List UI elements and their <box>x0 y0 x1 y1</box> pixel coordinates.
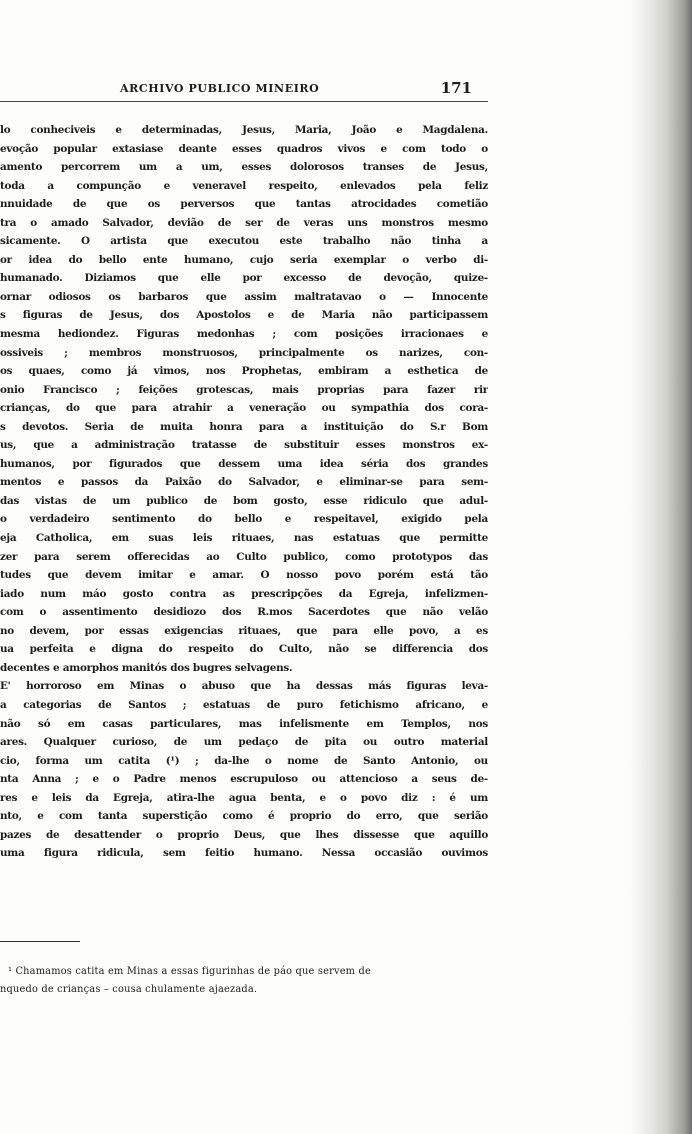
footnotes <box>0 963 488 999</box>
text-line: E' horroroso em Minas o abuso que ha dessas más figuras leva- <box>0 680 488 693</box>
text-line: com o assentimento desidiozo dos R.mos Sacerdotes que não velão <box>0 606 488 619</box>
text-line: a categorias de Santos ; estatuas de puro fetichismo africano, e <box>0 698 488 711</box>
text-line: uma figura ridicula, sem feitio humano. Nessa occasião ouvimos <box>0 847 488 860</box>
text-line: amento percorrem um a um, esses dolorosos transes de Jesus, <box>0 161 488 174</box>
text-line: us, que a administração tratasse de substituir esses monstros ex- <box>0 439 488 452</box>
text-line: ares. Qualquer curioso, de um pedaço de pita ou outro material <box>0 736 488 749</box>
text-line: zer para serem offerecidas ao Culto publico, como prototypos das <box>0 550 488 563</box>
text-line: ua perfeita e digna do respeito do Culto, não se differencia dos <box>0 643 488 656</box>
text-line: nta Anna ; e o Padre menos escrupuloso ou attencioso a seus de- <box>0 773 488 786</box>
text-line: mesma hediondez. Figuras medonhas ; com posições irracionaes e <box>0 328 488 341</box>
text-line: ornar odiosos os barbaros que assim maltratavao o — Innocente <box>0 290 488 303</box>
text-line: o verdadeiro sentimento do bello e respeitavel, exigido pela <box>0 513 488 526</box>
text-line: tra o amado Salvador, devião de ser de veras uns monstros mesmo <box>0 216 488 229</box>
text-line: crianças, do que para atrahir a veneração ou sympathia dos cora- <box>0 402 488 415</box>
text-line: pazes de desattender o proprio Deus, que lhes dissesse que aquillo <box>0 828 488 841</box>
text-line: das vistas de um publico de bom gosto, esse ridiculo que adul- <box>0 494 488 507</box>
text-line: lo conheciveis e determinadas, Jesus, Maria, João e Magdalena. <box>0 124 488 136</box>
journal-title: ARCHIVO PUBLICO MINEIRO <box>120 82 320 95</box>
text-line: sicamente. O artista que executou este trabalho não tinha a <box>0 235 488 248</box>
text-line: humanos, por figurados que dessem uma idea séria dos grandes <box>0 457 488 470</box>
running-header <box>120 79 472 99</box>
body-text <box>0 121 488 863</box>
text-line: nto, e com tanta superstição como é proprio do erro, que serião <box>0 810 488 823</box>
text-line: mentos e passos da Paixão do Salvador, e eliminar-se para sem- <box>0 476 488 489</box>
text-line: no devem, por essas exigencias rituaes, que para elle povo, a es <box>0 624 488 637</box>
text-line: humanado. Diziamos que elle por excesso de devoção, quize- <box>0 272 488 285</box>
text-line: eja Catholica, em suas leis rituaes, nas estatuas que permitte <box>0 532 488 545</box>
footnote-rule <box>0 941 80 942</box>
page-edge-shadow <box>630 0 692 1134</box>
text-line: decentes e amorphos manitós dos bugres selvagens. <box>0 661 293 674</box>
text-line: s devotos. Seria de muita honra para a instituição do S.r Bom <box>0 420 488 433</box>
text-line: tudes que devem imitar e amar. O nosso povo porém está tão <box>0 569 488 582</box>
text-line: toda a compunção e veneravel respeito, enlevados pela feliz <box>0 179 488 192</box>
text-line: os quaes, como já vimos, nos Prophetas, embiram a esthetica de <box>0 365 488 378</box>
text-line: nnuidade de que os perversos que tantas atrocidades cometião <box>0 198 488 211</box>
footnote-line: ¹ Chamamos catita em Minas a essas figurinhas de páo que servem de <box>8 966 371 977</box>
header-rule <box>0 101 488 102</box>
text-line: onio Francisco ; feições grotescas, mais proprias para fazer rir <box>0 383 488 396</box>
text-line: evoção popular extasiase deante esses quadros vivos e com todo o <box>0 142 488 155</box>
text-line: res e leis da Egreja, atira-lhe agua benta, e o povo diz : é um <box>0 791 488 804</box>
text-line: cio, forma um catita (¹) ; da-lhe o nome de Santo Antonio, ou <box>0 754 488 767</box>
footnote-line: nquedo de crianças – cousa chulamente ajaezada. <box>0 984 258 995</box>
text-line: iado num máo gosto contra as prescripções da Egreja, infelizmen- <box>0 587 488 600</box>
text-line: não só em casas particulares, mas infelismente em Templos, nos <box>0 717 488 730</box>
text-line: ossiveis ; membros monstruosos, principalmente os narizes, con- <box>0 346 488 359</box>
text-line: or idea do bello ente humano, cujo seria exemplar o verbo di- <box>0 253 488 266</box>
page-number: 171 <box>440 79 472 97</box>
text-line: s figuras de Jesus, dos Apostolos e de Maria não participassem <box>0 309 488 322</box>
